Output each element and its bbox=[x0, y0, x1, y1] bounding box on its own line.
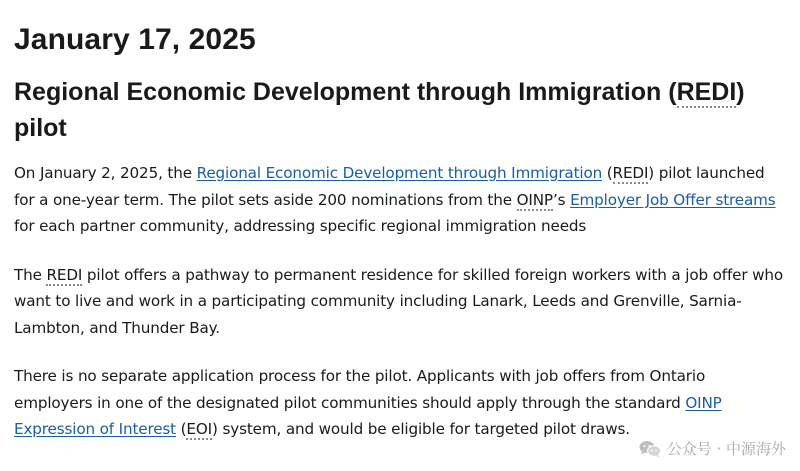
section-title-main: Regional Economic Development through Immigration ( bbox=[14, 78, 677, 106]
employer-job-offer-link[interactable]: Employer Job Offer streams bbox=[570, 190, 776, 209]
paragraph-1 bbox=[14, 160, 784, 240]
eoi-abbr: EOI bbox=[186, 420, 213, 438]
date-heading: January 17, 2025 bbox=[14, 23, 256, 56]
redi-link[interactable]: Regional Economic Development through Immigration bbox=[196, 164, 603, 182]
section-heading bbox=[14, 74, 784, 146]
p1-text-3: ) pilot launched for a one-year term. The pilot sets aside 200 nominations from the bbox=[14, 164, 765, 209]
p1-text-2: ( bbox=[602, 164, 613, 182]
p2-text-2: pilot offers a pathway to permanent residence for skilled foreign workers with a job offer who want to live and work in a participating community including Lanark, Leeds and Grenville, Sarnia-Lambton, and Thunder Bay. bbox=[14, 265, 784, 337]
p2-text-1: The bbox=[14, 265, 47, 284]
oinp-eoi-link[interactable]: OINP Expression of Interest bbox=[14, 393, 722, 438]
redi-abbr: REDI bbox=[612, 164, 649, 182]
p3-text-1: There is no separate application process for the pilot. Applicants with job offers from Ontario employers in one of the designated pilot communities should apply through the standard bbox=[14, 367, 706, 412]
paragraph-2 bbox=[14, 262, 784, 342]
page-content bbox=[14, 14, 784, 443]
redi-abbr-2: REDI bbox=[46, 265, 83, 284]
p3-text-2: ( bbox=[175, 420, 187, 438]
oinp-abbr: OINP bbox=[516, 190, 553, 209]
watermark bbox=[639, 438, 786, 459]
p1-text-5: for each partner community, addressing specific regional immigration needs bbox=[14, 217, 587, 235]
p1-text-1: On January 2, 2025, the bbox=[14, 164, 197, 182]
section-title-close: ) bbox=[736, 78, 745, 106]
paragraph-3 bbox=[14, 363, 784, 443]
p1-text-4: ’s bbox=[552, 190, 571, 209]
watermark-text: 公众号 · 中源海外 bbox=[666, 440, 786, 458]
wechat-icon bbox=[639, 440, 661, 458]
section-title-abbr: REDI bbox=[676, 78, 737, 106]
p3-text-3: ) system, and would be eligible for targeted pilot draws. bbox=[212, 420, 630, 438]
section-title-end: pilot bbox=[14, 114, 67, 142]
